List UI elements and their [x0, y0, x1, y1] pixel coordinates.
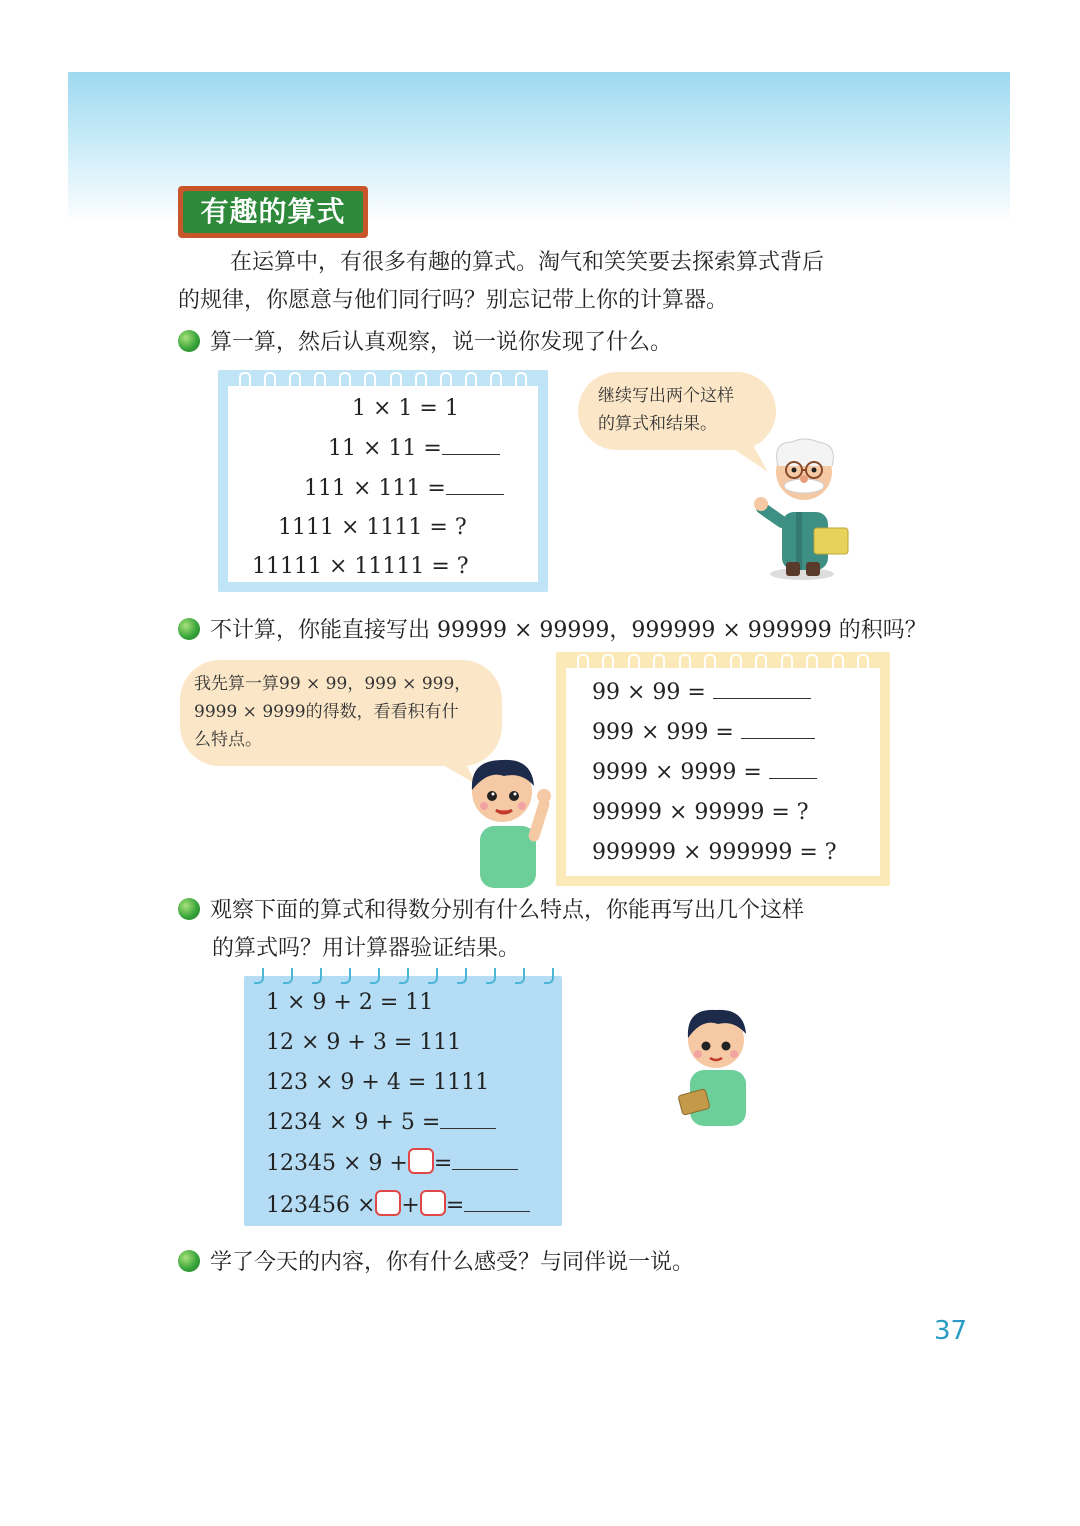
- equation-row: [266, 1108, 496, 1138]
- answer-blank[interactable]: [440, 1110, 496, 1129]
- question-1: [178, 324, 938, 362]
- notepad-1: [218, 370, 548, 592]
- notepad-hooks: [254, 968, 554, 984]
- question-3: [178, 892, 938, 930]
- speech-bubble-teacher: [578, 372, 776, 450]
- equation-text: 999 × 999 =: [592, 720, 734, 745]
- equals-sign: =: [433, 1151, 453, 1176]
- question-4: [178, 1244, 938, 1282]
- equation-text: 111 × 111 =: [304, 476, 446, 501]
- intro-line-1: 在运算中，有很多有趣的算式。淘气和笑笑要去探索算式背后: [230, 250, 825, 275]
- notepad-rings: [218, 372, 548, 386]
- equation-row: 99999 × 99999 = ?: [592, 800, 809, 825]
- speech-bubble-boy: [180, 660, 502, 766]
- green-bullet-icon: [178, 618, 200, 640]
- equation-row: 1 × 9 + 2 = 11: [266, 990, 434, 1015]
- notepad-3: [244, 976, 562, 1226]
- boy-character-pointing: [458, 752, 558, 888]
- equation-row: [592, 678, 811, 708]
- notepad-rings: [556, 654, 890, 668]
- question-2: [178, 612, 938, 650]
- equation-row: 12 × 9 + 3 = 111: [266, 1030, 462, 1055]
- question-3-line-2: 的算式吗？用计算器验证结果。: [212, 936, 521, 961]
- equation-row: [592, 718, 815, 748]
- bubble-line: 我先算一算99 × 99，999 × 999，: [194, 674, 472, 694]
- question-2-text: 不计算，你能直接写出 99999 × 99999，999999 × 999999 的积吗？: [210, 618, 927, 643]
- fill-in-box[interactable]: [408, 1148, 434, 1174]
- question-3-text-line-1: 观察下面的算式和得数分别有什么特点，你能再写出几个这样: [210, 898, 805, 923]
- fill-in-box[interactable]: [420, 1190, 446, 1216]
- bubble-line: 9999 × 9999的得数，看看积有什: [194, 702, 459, 722]
- answer-blank[interactable]: [446, 476, 504, 495]
- answer-blank[interactable]: [452, 1151, 518, 1170]
- equation-text: 12345 × 9 +: [266, 1151, 408, 1176]
- equation-text: 11 × 11 =: [328, 436, 442, 461]
- answer-blank[interactable]: [769, 760, 817, 779]
- equation-text: 1234 × 9 + 5 =: [266, 1110, 441, 1135]
- equation-row: 1 × 1 = 1: [352, 396, 459, 421]
- notepad-2: [556, 652, 890, 886]
- equation-row: 999999 × 999999 = ?: [592, 840, 837, 865]
- page-number: 37: [934, 1316, 968, 1346]
- equation-row: 1111 × 1111 = ?: [278, 515, 467, 540]
- answer-blank[interactable]: [741, 720, 815, 739]
- intro-line-2: 的规律，你愿意与他们同行吗？别忘记带上你的计算器。: [178, 288, 729, 313]
- equation-row: 123 × 9 + 4 = 1111: [266, 1070, 490, 1095]
- green-bullet-icon: [178, 1250, 200, 1272]
- lesson-title: 有趣的算式: [183, 191, 363, 233]
- answer-blank[interactable]: [464, 1193, 530, 1212]
- answer-blank[interactable]: [713, 680, 811, 699]
- boy-character-calculator: [672, 1004, 762, 1128]
- green-bullet-icon: [178, 330, 200, 352]
- bubble-line: 继续写出两个这样: [598, 386, 734, 406]
- equation-row: [328, 434, 500, 464]
- answer-blank[interactable]: [442, 436, 500, 455]
- equation-row: [592, 758, 817, 788]
- equals-sign: =: [445, 1193, 465, 1218]
- equation-row: 11111 × 11111 = ?: [252, 554, 469, 579]
- teacher-character: [752, 432, 864, 582]
- equation-text: 123456 ×: [266, 1193, 376, 1218]
- equation-row: [304, 474, 504, 504]
- question-1-text: 算一算，然后认真观察，说一说你发现了什么。: [210, 330, 673, 355]
- bubble-line: 么特点。: [194, 730, 262, 750]
- equation-row: [266, 1148, 518, 1179]
- lesson-title-badge: [178, 186, 368, 238]
- green-bullet-icon: [178, 898, 200, 920]
- equation-row: [266, 1190, 530, 1221]
- equation-text: 9999 × 9999 =: [592, 760, 762, 785]
- question-4-text: 学了今天的内容，你有什么感受？与同伴说一说。: [210, 1250, 695, 1275]
- equation-text: 99 × 99 =: [592, 680, 706, 705]
- fill-in-box[interactable]: [375, 1190, 401, 1216]
- plus-sign: +: [401, 1193, 420, 1218]
- bubble-line: 的算式和结果。: [598, 414, 717, 434]
